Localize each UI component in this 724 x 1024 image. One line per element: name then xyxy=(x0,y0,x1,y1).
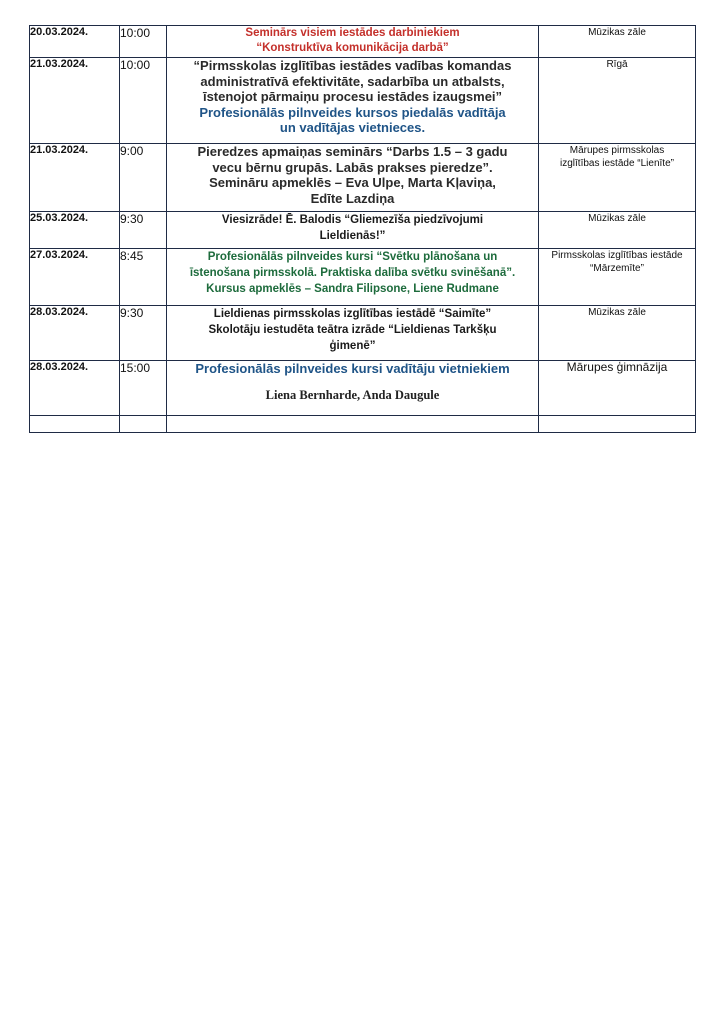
time-cell: 9:30 xyxy=(120,212,167,249)
time-cell: 9:30 xyxy=(120,306,167,361)
event-cell xyxy=(167,361,539,416)
table-row xyxy=(30,144,696,212)
date-cell: 27.03.2024. xyxy=(30,249,120,306)
place-cell xyxy=(539,212,696,249)
event-line: Edīte Lazdiņa xyxy=(310,190,395,206)
event-cell xyxy=(167,58,539,144)
event-note-line: Profesionālās pilnveides kursos piedalās vadītāja xyxy=(199,104,506,120)
place-cell xyxy=(539,58,696,144)
event-line: Seminārs visiem iestādes darbiniekiem xyxy=(245,27,460,39)
event-cell xyxy=(167,144,539,212)
time-cell: 9:00 xyxy=(120,144,167,212)
table-row xyxy=(30,361,696,416)
date-cell: 21.03.2024. xyxy=(30,58,120,144)
event-line: Kursus apmeklēs – Sandra Filipsone, Liene Rudmane xyxy=(206,283,499,295)
event-line: Profesionālās pilnveides kursi “Svētku plānošana un xyxy=(207,251,498,263)
place-cell xyxy=(539,361,696,416)
event-note-line: un vadītājas vietnieces. xyxy=(279,120,426,135)
place-line: Mūzikas zāle xyxy=(588,27,646,38)
place-line: Mūzikas zāle xyxy=(588,307,646,318)
table-row xyxy=(30,212,696,249)
event-line: Skolotāju iestudēta teātra izrāde “Lieldienas Tarkšķu xyxy=(208,324,497,336)
empty-cell xyxy=(120,416,167,433)
place-line: Rīgā xyxy=(606,59,628,70)
time-cell: 15:00 xyxy=(120,361,167,416)
table-row xyxy=(30,58,696,144)
date-cell: 28.03.2024. xyxy=(30,361,120,416)
event-line: ģimenē” xyxy=(329,340,376,352)
event-line: Pieredzes apmaiņas seminārs “Darbs 1.5 – 3 gadu xyxy=(197,144,508,159)
place-line: Mūzikas zāle xyxy=(588,213,646,224)
empty-cell xyxy=(30,416,120,433)
event-line: īstenojot pārmaiņu procesu iestādes izaugsmei” xyxy=(202,89,503,104)
time-cell: 8:45 xyxy=(120,249,167,306)
event-line: “Konstruktīva komunikācija darbā” xyxy=(256,42,449,54)
time-cell: 10:00 xyxy=(120,26,167,58)
event-names: Liena Bernharde, Anda Daugule xyxy=(265,388,440,402)
event-cell xyxy=(167,212,539,249)
place-line: izglītības iestāde “Lienīte” xyxy=(560,158,674,169)
table-row-empty xyxy=(30,416,696,433)
event-line: administratīvā efektivitāte, sadarbība un atbalsts, xyxy=(200,73,505,89)
empty-cell xyxy=(167,416,539,433)
event-schedule-table xyxy=(29,25,696,433)
table-row xyxy=(30,306,696,361)
event-line: Semināru apmeklēs – Eva Ulpe, Marta Kļaviņa, xyxy=(209,175,496,190)
date-cell: 21.03.2024. xyxy=(30,144,120,212)
event-line: Lieldienās!” xyxy=(319,230,386,242)
event-line: Profesionālās pilnveides kursi vadītāju vietniekiem xyxy=(195,361,510,376)
place-cell xyxy=(539,249,696,306)
event-line: Viesizrāde! Ē. Balodis “Gliemezīša piedzīvojumi xyxy=(221,214,484,226)
event-cell xyxy=(167,249,539,306)
time-cell: 10:00 xyxy=(120,58,167,144)
date-cell: 28.03.2024. xyxy=(30,306,120,361)
table-row xyxy=(30,26,696,58)
place-line: Pirmsskolas izglītības iestāde xyxy=(551,250,683,261)
place-cell xyxy=(539,306,696,361)
event-line: vecu bērnu grupās. Labās prakses pieredze”. xyxy=(212,159,493,175)
date-cell: 20.03.2024. xyxy=(30,26,120,58)
event-cell xyxy=(167,26,539,58)
place-line: “Mārzemīte” xyxy=(590,263,644,274)
date-cell: 25.03.2024. xyxy=(30,212,120,249)
event-line: “Pirmsskolas izglītības iestādes vadības komandas xyxy=(193,58,512,73)
place-cell xyxy=(539,26,696,58)
place-cell xyxy=(539,144,696,212)
table-row xyxy=(30,249,696,306)
event-cell xyxy=(167,306,539,361)
place-line: Mārupes pirmsskolas xyxy=(569,145,665,156)
empty-cell xyxy=(539,416,696,433)
event-line: īstenošana pirmsskolā. Praktiska dalība svētku svinēšanā”. xyxy=(189,267,516,279)
event-line: Lieldienas pirmsskolas izglītības iestādē “Saimīte” xyxy=(213,308,492,320)
place-line: Mārupes ģimnāzija xyxy=(566,360,668,374)
